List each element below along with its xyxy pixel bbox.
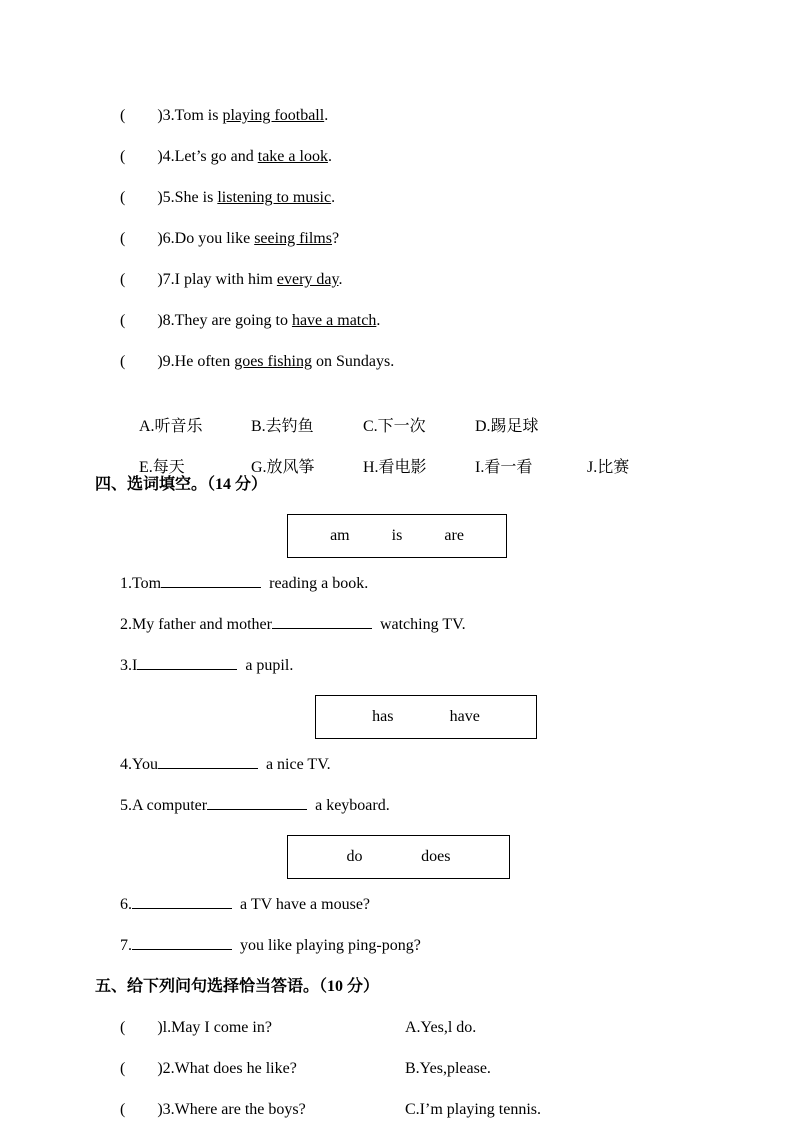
word-option: has: [372, 708, 394, 725]
underlined-phrase: goes fishing: [234, 353, 312, 370]
fill-blank: [161, 572, 261, 588]
underlined-phrase: have a match: [291, 312, 377, 329]
match-item-4: [0, 145, 793, 169]
qa-answer: B.Yes,please.: [405, 1060, 491, 1077]
fill-line-4: [0, 753, 793, 777]
fill-post: a keyboard.: [307, 797, 390, 814]
section5-title: 五、给下列问句选择恰当答语。（10 分）: [95, 978, 380, 995]
options-row-1: [0, 391, 793, 435]
match-item-text: ( )6.Do you like: [120, 230, 255, 247]
qa-question: ( )l.May I come in?: [120, 1019, 272, 1036]
fill-pre: 2.My father and mother: [120, 616, 272, 633]
match-item-tail: .: [338, 271, 343, 288]
fill-post: watching TV.: [371, 616, 466, 633]
option-g: G.放风筝: [251, 459, 315, 476]
section4-title: 四、选词填空。（14 分）: [95, 476, 268, 493]
fill-pre: 6.: [120, 896, 132, 913]
fill-post: you like playing ping-pong?: [232, 937, 421, 954]
match-item-5: [0, 186, 793, 210]
fill-post: a pupil.: [237, 657, 294, 674]
fill-post: a nice TV.: [257, 756, 331, 773]
fill-line-1: [0, 572, 793, 596]
match-item-text: ( )3.Tom is: [120, 107, 223, 124]
qa-row-1: [0, 1016, 793, 1040]
fill-pre: 4.You: [120, 756, 158, 773]
fill-line-3: [0, 654, 793, 678]
match-item-tail: ?: [331, 230, 340, 247]
fill-pre: 3.I: [120, 657, 138, 674]
qa-question: ( )2.What does he like?: [120, 1060, 297, 1077]
fill-blank: [207, 794, 307, 810]
match-item-text: ( )5.She is: [120, 189, 218, 206]
fill-line-6: [0, 893, 793, 917]
match-item-text: ( )4.Let’s go and: [120, 148, 258, 165]
fill-pre: 5.A computer: [120, 797, 208, 814]
word-box-do-does: [287, 835, 510, 879]
fill-line-7: [0, 934, 793, 958]
word-option: are: [444, 527, 464, 544]
option-e: E.每天: [139, 459, 185, 476]
fill-post: a TV have a mouse?: [232, 896, 371, 913]
qa-row-2: [0, 1057, 793, 1081]
qa-question: ( )3.Where are the boys?: [120, 1101, 306, 1118]
fill-blank: [132, 934, 232, 950]
match-item-tail: on Sundays.: [311, 353, 395, 370]
word-option: am: [330, 527, 350, 544]
option-d: D.踢足球: [475, 418, 539, 435]
fill-line-5: [0, 794, 793, 818]
fill-line-2: [0, 613, 793, 637]
word-option: does: [421, 848, 451, 865]
word-option: do: [346, 848, 363, 865]
fill-blank: [137, 654, 237, 670]
option-a: A.听音乐: [139, 418, 203, 435]
match-item-9: [0, 350, 793, 374]
option-i: I.看一看: [475, 459, 533, 476]
fill-blank: [272, 613, 372, 629]
match-item-tail: .: [331, 189, 336, 206]
fill-post: reading a book.: [261, 575, 369, 592]
underlined-phrase: take a look: [257, 148, 328, 165]
qa-row-3: [0, 1098, 793, 1122]
match-item-text: ( )7.I play with him: [120, 271, 277, 288]
match-item-text: ( )8.They are going to: [120, 312, 292, 329]
word-option: is: [391, 527, 403, 544]
option-h: H.看电影: [363, 459, 427, 476]
option-b: B.去钓鱼: [251, 418, 314, 435]
word-option: have: [449, 708, 480, 725]
qa-answer: C.I’m playing tennis.: [405, 1101, 541, 1118]
underlined-phrase: seeing films: [254, 230, 332, 247]
match-item-tail: .: [376, 312, 381, 329]
word-box-am-is-are: [287, 514, 507, 558]
fill-pre: 7.: [120, 937, 132, 954]
qa-answer: A.Yes,l do.: [405, 1019, 477, 1036]
match-item-7: [0, 268, 793, 292]
match-item-6: [0, 227, 793, 251]
underlined-phrase: every day: [276, 271, 339, 288]
match-item-8: [0, 309, 793, 333]
fill-blank: [158, 753, 258, 769]
underlined-phrase: playing football: [222, 107, 325, 124]
word-box-has-have: [315, 695, 537, 739]
match-item-3: [0, 104, 793, 128]
fill-blank: [132, 893, 232, 909]
underlined-phrase: listening to music: [217, 189, 332, 206]
match-item-tail: .: [327, 148, 332, 165]
match-item-text: ( )9.He often: [120, 353, 235, 370]
option-c: C.下一次: [363, 418, 426, 435]
fill-pre: 1.Tom: [120, 575, 162, 592]
match-item-tail: .: [324, 107, 329, 124]
option-j: J.比赛: [587, 459, 630, 476]
